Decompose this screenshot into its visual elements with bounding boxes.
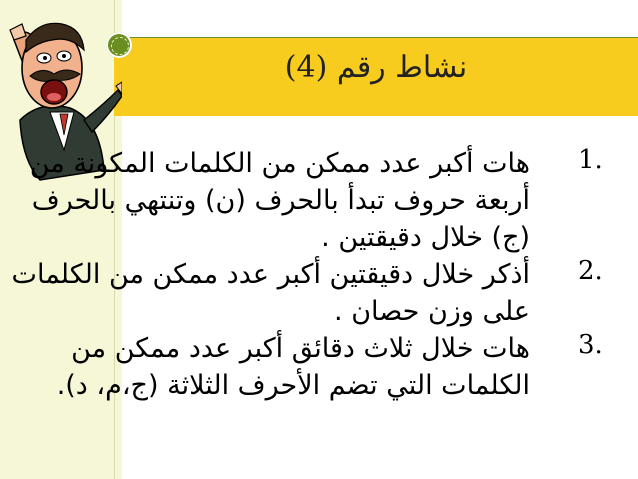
item-number: 2. [578, 256, 603, 286]
list-item: هات خلال ثلاث دقائق أكبر عدد ممكن من الكلمات التي تضم الأحرف الثلاثة (ج،م، د). [56, 333, 530, 401]
horizontal-divider [114, 37, 638, 38]
list-item: أذكر خلال دقيقتين أكبر عدد ممكن من الكلمات على وزن حصان . [11, 259, 530, 327]
item-number: 1. [578, 145, 603, 175]
slide-title: نشاط رقم (4) [284, 50, 468, 85]
item-number: 3. [578, 330, 603, 360]
list-item: هات أكبر عدد ممكن من الكلمات المكونة من أربعة حروف تبدأ بالحرف (ن) وتنتهي بالحرف (ج) خلال دقيقتين . [29, 148, 530, 253]
